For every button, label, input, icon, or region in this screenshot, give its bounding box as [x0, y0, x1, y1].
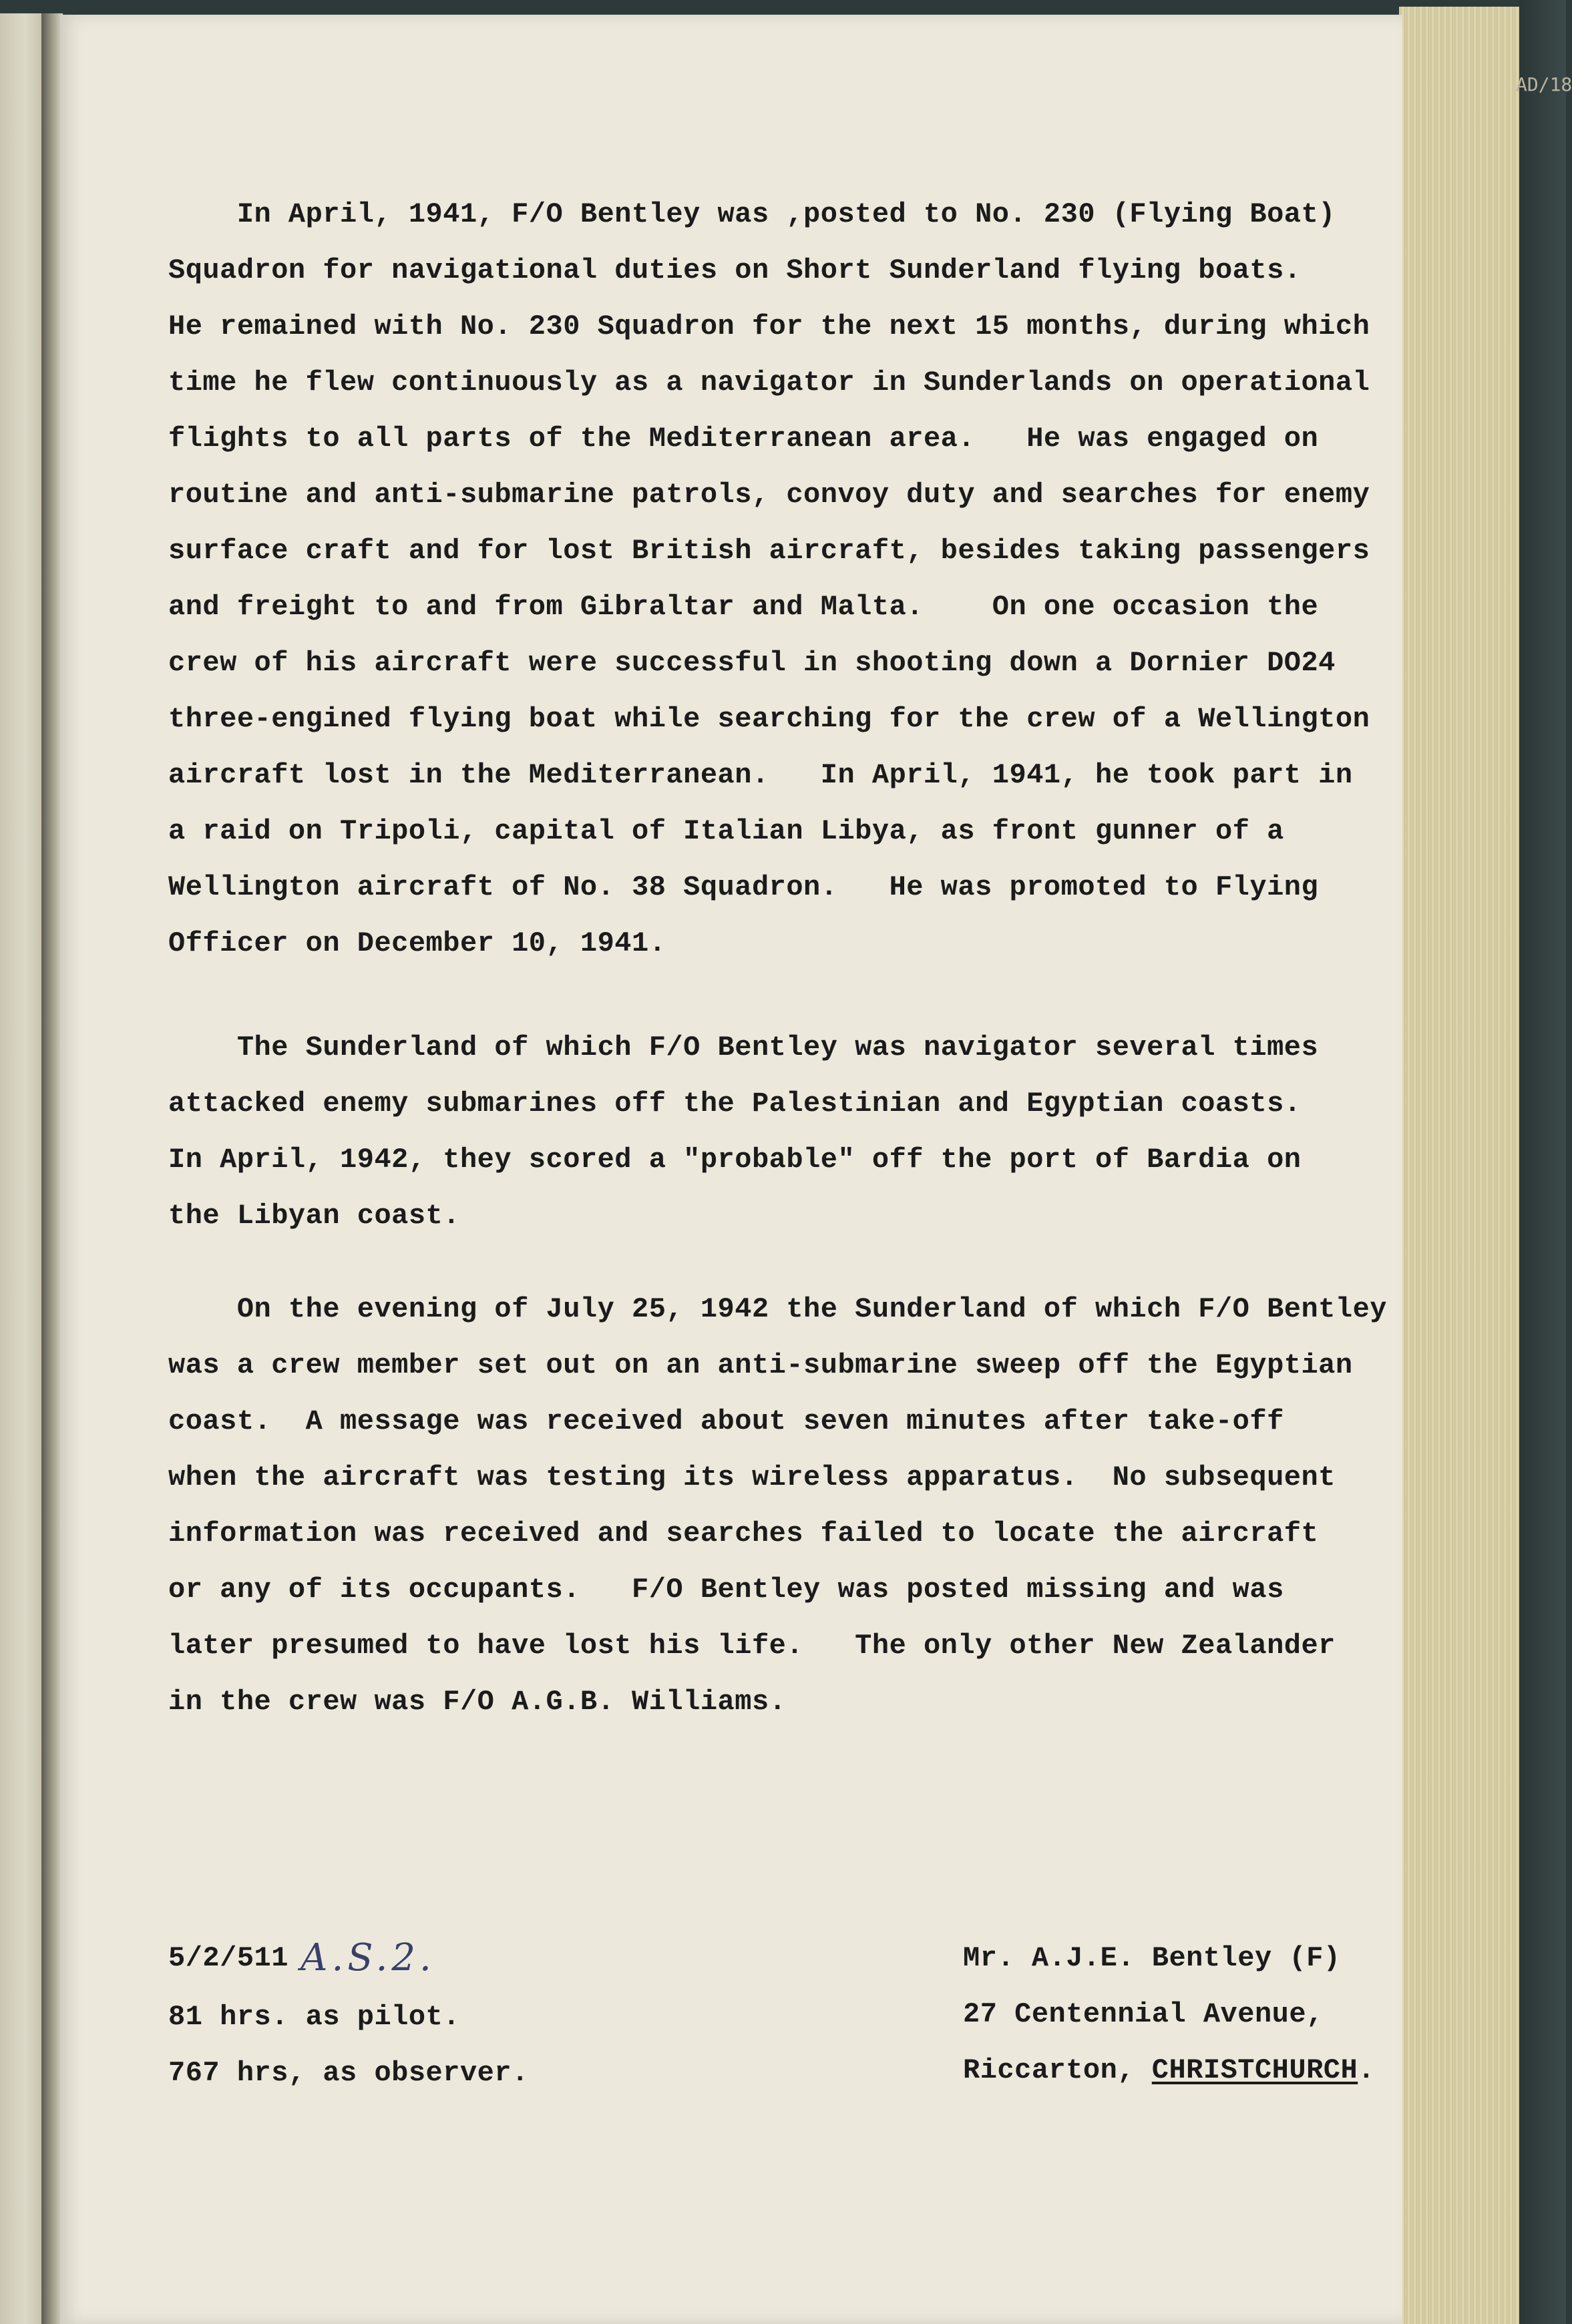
pilot-hours: 81 hrs. as pilot.: [168, 2001, 460, 2033]
text-line: or any of its occupants. F/O Bentley was posted missing and was: [168, 1574, 1284, 1606]
left-facing-page: [0, 13, 41, 2324]
page-edges: [1399, 7, 1519, 2324]
address-city-line: [963, 2056, 1390, 2084]
address-suburb: Riccarton,: [963, 2054, 1152, 2086]
text-line: a raid on Tripoli, capital of Italian Libya, as front gunner of a: [168, 815, 1284, 847]
text-line: Officer on December 10, 1941.: [168, 927, 666, 959]
text-line: the Libyan coast.: [168, 1200, 460, 1232]
address-street: 27 Centennial Avenue,: [963, 1998, 1324, 2030]
text-line: In April, 1942, they scored a "probable" off the port of Bardia on: [168, 1144, 1302, 1176]
address-city: CHRISTCHURCH: [1151, 2054, 1358, 2086]
text-line: was a crew member set out on an anti-submarine sweep off the Egyptian: [168, 1349, 1353, 1381]
text-line: Wellington aircraft of No. 38 Squadron. He was promoted to Flying: [168, 871, 1319, 903]
text-line: time he flew continuously as a navigator in Sunderlands on operational: [168, 367, 1370, 399]
text-line: aircraft lost in the Mediterranean. In April, 1941, he took part in: [168, 759, 1353, 791]
text-line: Squadron for navigational duties on Short Sunderland flying boats.: [168, 254, 1302, 286]
text-line: flights to all parts of the Mediterranean area. He was engaged on: [168, 423, 1319, 455]
text-line: coast. A message was received about seven minutes after take-off: [168, 1405, 1284, 1437]
observer-hours: 767 hrs, as observer.: [168, 2057, 529, 2089]
text-line: attacked enemy submarines off the Palestinian and Egyptian coasts.: [168, 1088, 1302, 1120]
text-line: information was received and searches failed to locate the aircraft: [168, 1518, 1319, 1550]
address-end-punct: .: [1358, 2054, 1375, 2086]
text-line: surface craft and for lost British aircraft, besides taking passengers: [168, 535, 1370, 567]
text-line: three-engined flying boat while searching for the crew of a Wellington: [168, 703, 1370, 735]
text-line: crew of his aircraft were successful in shooting down a Dornier DO24: [168, 647, 1336, 679]
text-line: and freight to and from Gibraltar and Malta. On one occasion the: [168, 591, 1319, 623]
text-line: He remained with No. 230 Squadron for the next 15 months, during which: [168, 310, 1370, 342]
text-line: later presumed to have lost his life. The only other New Zealander: [168, 1630, 1336, 1662]
text-line: in the crew was F/O A.G.B. Williams.: [168, 1686, 787, 1718]
text-line: On the evening of July 25, 1942 the Sunderland of which F/O Bentley: [168, 1293, 1387, 1325]
addressee-name: Mr. A.J.E. Bentley (F): [963, 1942, 1341, 1974]
text-line: when the aircraft was testing its wireless apparatus. No subsequent: [168, 1461, 1336, 1493]
book-cover-edge: [1519, 0, 1566, 2324]
file-reference: 5/2/511: [168, 1942, 288, 1974]
text-line: In April, 1941, F/O Bentley was ,posted to No. 230 (Flying Boat): [168, 198, 1336, 230]
text-line: The Sunderland of which F/O Bentley was navigator several times: [168, 1031, 1319, 1064]
text-line: routine and anti-submarine patrols, convoy duty and searches for enemy: [168, 479, 1370, 511]
handwritten-note: A.S.2.: [301, 1936, 435, 1980]
page-header-mark: AD/18: [1516, 73, 1572, 95]
